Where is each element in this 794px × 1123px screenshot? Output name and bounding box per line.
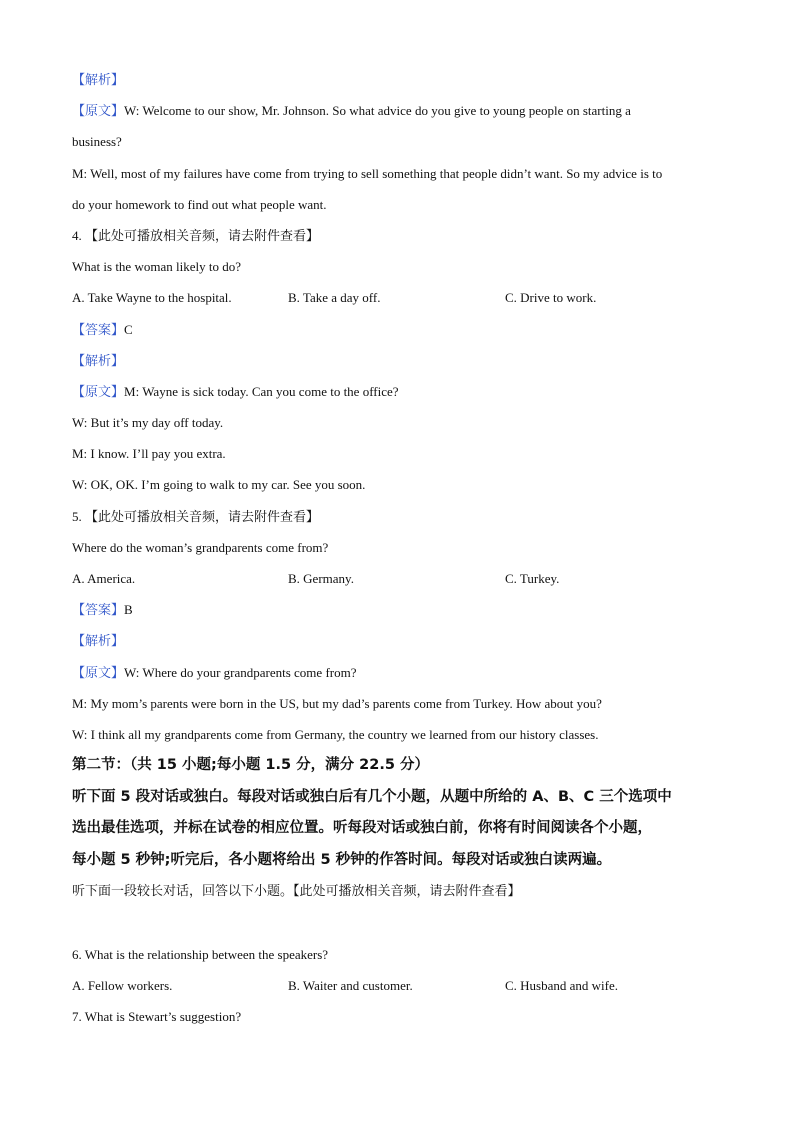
option-c: C. Drive to work.: [505, 290, 597, 306]
transcript-line: M: My mom’s parents were born in the US, but my dad’s parents come from Turkey. How about you?: [72, 695, 602, 711]
question-4-options: [72, 282, 722, 313]
answer-line: 【答案】C: [72, 321, 133, 337]
transcript-line: W: I think all my grandparents come from Germany, the country we learned from our history classes.: [72, 726, 599, 742]
analysis-label: 【解析】: [72, 633, 125, 649]
option-b: B. Germany.: [288, 571, 354, 586]
option-a: A. Take Wayne to the hospital.: [72, 290, 232, 306]
answer-line: 【答案】B: [72, 602, 133, 618]
option-c: C. Husband and wife.: [505, 977, 619, 993]
analysis-label: 【解析】: [72, 72, 125, 87]
question-6-text: 6. What is the relationship between the speakers?: [72, 946, 329, 962]
question-6-options: [72, 970, 722, 1001]
question-4-text: What is the woman likely to do?: [72, 259, 241, 275]
analysis-label: 【解析】: [72, 352, 125, 368]
option-a: A. Fellow workers.: [72, 977, 173, 993]
question-5-header: 5. 【此处可播放相关音频，请去附件查看】: [72, 508, 320, 524]
option-b: B. Take a day off.: [288, 290, 381, 306]
question-5-options: [72, 563, 722, 594]
transcript-line: W: OK, OK. I’m going to walk to my car. See you soon.: [72, 477, 366, 493]
section-instructions: 听下面 5 段对话或独白。每段对话或独白后有几个小题，从题中所给的 A、B、C 三个选项中: [72, 788, 672, 805]
section-instructions: 选出最佳选项，并标在试卷的相应位置。听每段对话或独白前，你将有时间阅读各个小题，: [72, 820, 652, 837]
option-c: C. Turkey.: [505, 571, 560, 586]
audio-placeholder[interactable]: 【此处可播放相关音频，请去附件查看】: [85, 227, 320, 243]
section-title: 第二节：（共 15 小题;每小题 1.5 分，满分 22.5 分）: [72, 757, 429, 774]
answer-value: B: [124, 602, 133, 618]
spacer: [72, 908, 722, 939]
section-instructions: 每小题 5 秒钟;听完后，各小题将给出 5 秒钟的作答时间。每段对话或独白读两遍。: [72, 851, 612, 868]
question-5-text: Where do the woman’s grandparents come from?: [72, 539, 329, 555]
listening-prompt: 听下面一段较长对话，回答以下小题。【此处可播放相关音频，请去附件查看】: [72, 884, 521, 900]
transcript-line: 【原文】M: Wayne is sick today. Can you come to the office?: [72, 383, 399, 399]
transcript-line: do your homework to find out what people want.: [72, 196, 327, 212]
transcript-line: M: Well, most of my failures have come from trying to sell something that people didn’t want. So my advice is to: [72, 165, 663, 181]
transcript-line: M: I know. I’ll pay you extra.: [72, 446, 226, 462]
question-4-header: 4. 【此处可播放相关音频，请去附件查看】: [72, 227, 320, 243]
transcript-line: W: But it’s my day off today.: [72, 415, 224, 431]
transcript-line: 【原文】W: Welcome to our show, Mr. Johnson. So what advice do you give to young people on starting a: [72, 103, 631, 119]
option-b: B. Waiter and customer.: [288, 977, 413, 993]
audio-placeholder[interactable]: 【此处可播放相关音频，请去附件查看】: [85, 508, 320, 524]
transcript-line: 【原文】W: Where do your grandparents come from?: [72, 664, 357, 680]
transcript-line: business?: [72, 134, 122, 150]
answer-value: C: [124, 321, 133, 337]
question-7-text: 7. What is Stewart’s suggestion?: [72, 1009, 242, 1024]
document-page: [72, 64, 722, 1032]
option-a: A. America.: [72, 571, 136, 586]
